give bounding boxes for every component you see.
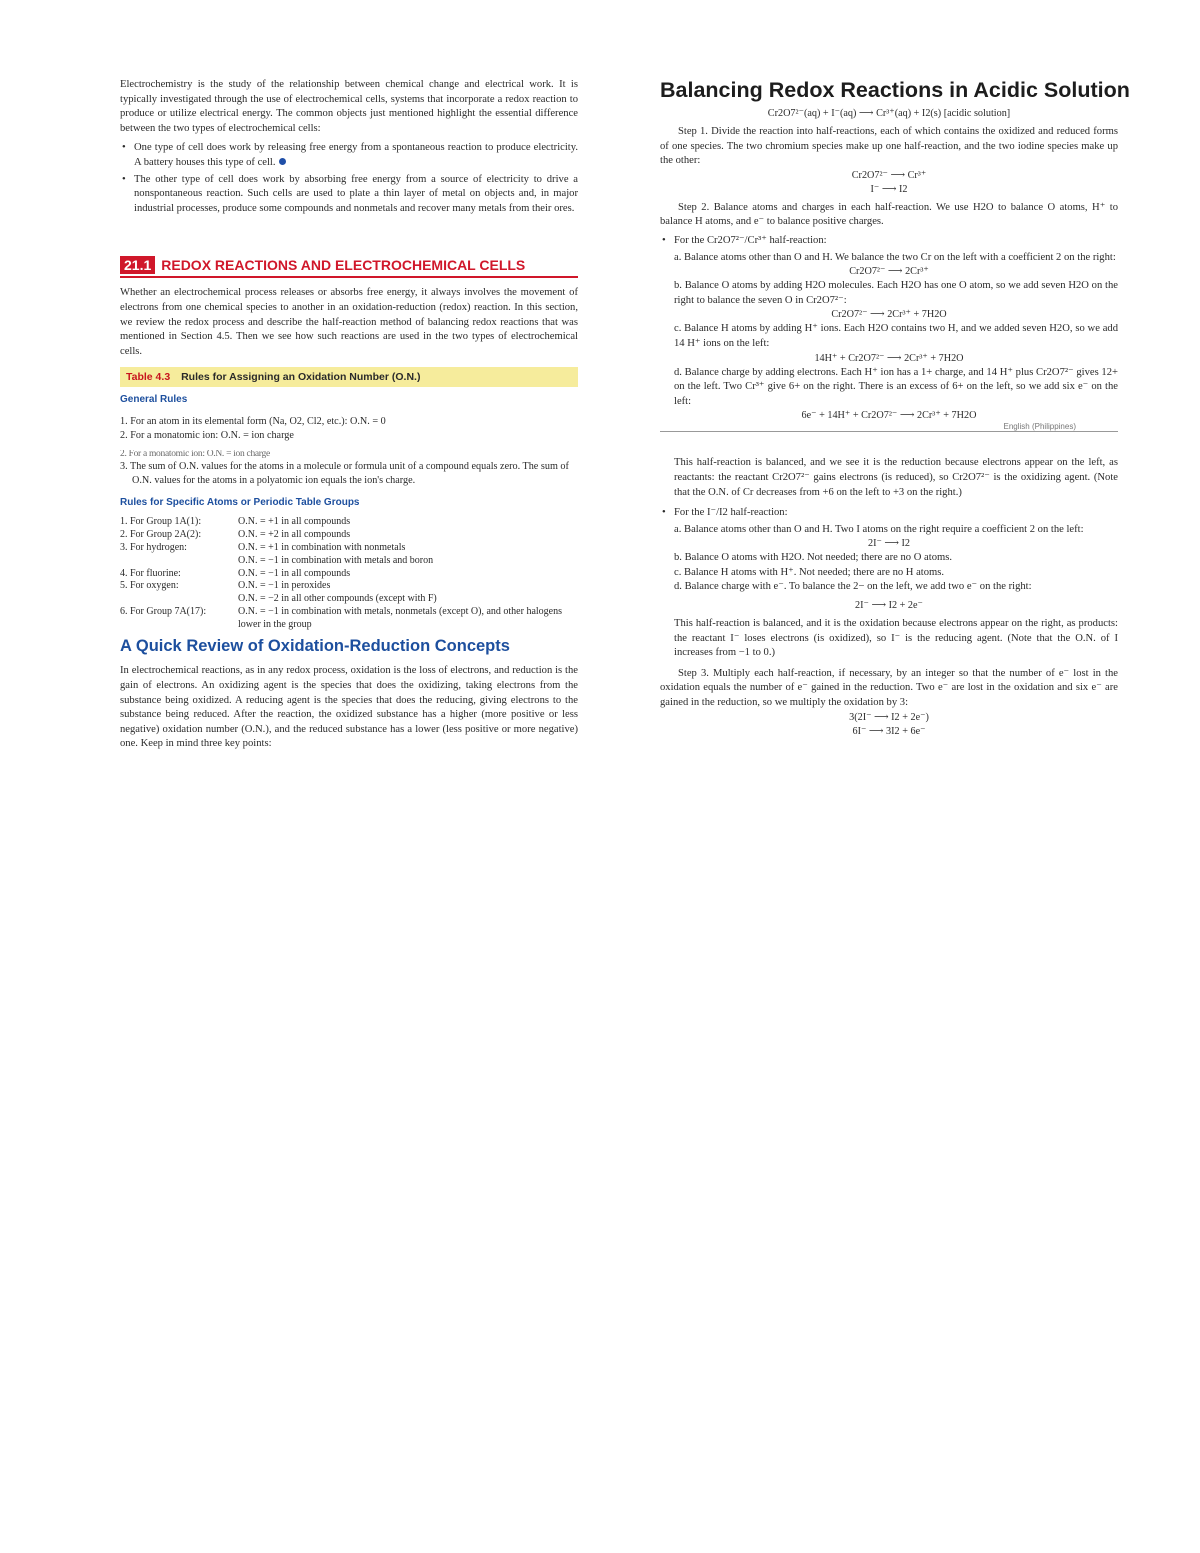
general-rule: 3. The sum of O.N. values for the atoms in a molecule or formula unit of a compound equals zero. The sum of O.N. values for the atoms in a polyatomic ion equals the ion's charge. [120,461,569,486]
step-a-text: a. Balance atoms other than O and H. We balance the two Cr on the left with a coefficient 2 on the right: [674,251,1116,263]
step-2-text: Step 2. Balance atoms and charges in each half-reaction. We use H2O to balance O atoms, H⁺ to balance H atoms, and e⁻ to balance positive charges. [660,201,1118,228]
language-label: English (Philippines) [1003,422,1076,432]
rule-value: O.N. = −1 in combination with metals, nonmetals (except O), and other halogens lower in the group [238,605,562,630]
page-divider [660,422,1118,438]
section-title: REDOX REACTIONS AND ELECTROCHEMICAL CELLS [161,257,526,274]
equation: I⁻ ⟶ I2 [870,183,908,195]
rule-label: 3. For hydrogen: [120,541,187,553]
i-half-reaction-list [660,506,1118,521]
bullet-text: One type of cell does work by releasing free energy from a spontaneous reaction to produce electricity. A battery houses this type of cell. [134,142,578,168]
rule-value: O.N. = −2 in all other compounds (except with F) [238,593,437,605]
step-ib-text: b. Balance O atoms with H2O. Not needed; there are no O atoms. [674,552,953,564]
rule-label: 5. For oxygen: [120,580,179,592]
table-number: Table 4.3 [126,371,171,384]
equation: 6I⁻ ⟶ 3I2 + 6e⁻ [852,725,926,737]
cell-types-list [120,141,578,216]
rule-label: 1. For Group 1A(1): [120,516,202,528]
equation: 2I⁻ ⟶ I2 + 2e⁻ [855,600,923,612]
section-heading [120,256,578,278]
table-title: Rules for Assigning an Oxidation Number (O.N.) [181,371,421,384]
equation: Cr2O7²⁻ ⟶ 2Cr³⁺ + 7H2O [831,309,947,321]
general-rules-heading: General Rules [120,394,188,406]
rule-label [120,555,238,568]
step-c-text: c. Balance H atoms by adding H⁺ ions. Each H2O contains two H, and we added seven H2O, so we add 14 H⁺ ions on the left: [674,323,1118,349]
table-caption [120,367,578,387]
cr-half-reaction-list [660,234,1118,249]
rule-label [120,593,238,606]
equation: 3(2I⁻ ⟶ I2 + 2e⁻) [849,711,929,723]
list-item: • For the Cr2O7²⁻/Cr³⁺ half-reaction: [660,234,1118,249]
intro-paragraph: Electrochemistry is the study of the relationship between chemical change and electrical work. It is typically investigated through the use of electrochemical cells, systems that incorporate a redox reaction to produce or utilize electrical energy. The common objects just mentioned highlight the essential difference between the two types of electrochemical cells: [120,79,578,134]
step-ic-text: c. Balance H atoms with H⁺. Not needed; there are no H atoms. [674,566,945,578]
review-paragraph: In electrochemical reactions, as in any redox process, oxidation is the loss of electrons, and reduction is the gain of electrons. An oxidizing agent is the species that does the oxidizing, taking electrons from the substance being oxidized. A reducing agent is the species that does the reducing, giving electrons to the substance being reduced. After the reaction, the oxidized substance has a higher (more positive or less negative) oxidation number (O.N.), and the reduced substance has a lower (less positive or more negative) one. Keep in mind three key points: [120,665,578,750]
list-item: • For the I⁻/I2 half-reaction: [660,506,1118,521]
rule-value: O.N. = −1 in peroxides [238,580,331,592]
general-rule: 1. For an atom in its elemental form (Na, O2, Cl2, etc.): O.N. = 0 [120,416,386,428]
equation: 2I⁻ ⟶ I2 [867,538,911,550]
rule-label: 4. For fluorine: [120,567,181,579]
page-title: Balancing Redox Reactions in Acidic Solution [660,78,1130,102]
garbled-duplicate-line: 2. For a monatomic ion: O.N. = ion charge [120,450,270,459]
step-ia-text: a. Balance atoms other than O and H. Two I atoms on the right require a coefficient 2 on the left: [674,523,1084,535]
section-number: 21.1 [120,256,155,274]
general-rule: 2. For a monatomic ion: O.N. = ion charge [120,429,294,441]
specific-rules-table [120,516,578,631]
main-equation: Cr2O7²⁻(aq) + I⁻(aq) ⟶ Cr³⁺(aq) + I2(s) [acidic solution] [767,108,1011,119]
step-b-text: b. Balance O atoms by adding H2O molecules. Each H2O has one O atom, so we add seven H2O on the right to balance the seven O in Cr2O7²⁻: [674,280,1118,306]
equation: Cr2O7²⁻ ⟶ Cr³⁺ [851,169,927,181]
equation: Cr2O7²⁻ ⟶ 2Cr³⁺ [849,266,929,278]
step-1-text: Step 1. Divide the reaction into half-reactions, each of which contains the oxidized and reduced forms of one species. The two chromium species make up one half-reaction, and the two iodine species make up the other: [660,126,1118,167]
rule-label: 2. For Group 2A(2): [120,529,202,541]
equation: 14H⁺ + Cr2O7²⁻ ⟶ 2Cr³⁺ + 7H2O [814,352,964,364]
specific-rules-heading: Rules for Specific Atoms or Periodic Table Groups [120,497,360,509]
rule-value: O.N. = +1 in combination with nonmetals [238,541,406,553]
list-item: • The other type of cell does work by absorbing free energy from a source of electricity to drive a nonspontaneous reaction. Such cells are used to plate a thin layer of metal on objects and, in major industrial processes, produce some compounds and nonmetals and recover many metals from their ores. [120,173,578,217]
section-paragraph: Whether an electrochemical process releases or absorbs free energy, it always involves the movement of electrons from one chemical species to another in an oxidation-reduction (redox) reaction. In this section, we review the redox process and describe the half-reaction method of balancing redox reactions that was mentioned in Section 4.5. Then we see how such reactions are used in the two types of electrochemical cells. [120,287,578,357]
step-id-text: d. Balance charge with e⁻. To balance the 2− on the left, we add two e⁻ on the right: [674,581,1032,593]
list-item [120,141,578,170]
balanced-text-2: This half-reaction is balanced, and it is the oxidation because electrons appear on the right, as products: the reactant I⁻ loses electrons (is oxidized), so I⁻ is the reducing agent. (Note that the O.N. of I increases from −1 to 0.) [674,618,1118,659]
rule-value: O.N. = −1 in all compounds [238,567,351,579]
end-marker-icon [279,158,286,165]
right-column [660,78,1130,739]
rule-label: 6. For Group 7A(17): [120,605,207,617]
rule-value: O.N. = +2 in all compounds [238,529,351,541]
balanced-text-1: This half-reaction is balanced, and we see it is the reduction because electrons appear on the left, as reactants: the reactant Cr2O7²⁻ gains electrons (is reduced), so Cr2O7²⁻ is the oxidizing agent. (Note that the O.N. of Cr decreases from +6 on the left to +3 on the right.) [674,457,1118,498]
rule-value: O.N. = −1 in combination with metals and boron [238,554,434,566]
rule-value: O.N. = +1 in all compounds [238,516,351,528]
left-column [120,78,578,752]
equation: 6e⁻ + 14H⁺ + Cr2O7²⁻ ⟶ 2Cr³⁺ + 7H2O [801,410,977,422]
step-d-text: d. Balance charge by adding electrons. Each H⁺ ion has a 1+ charge, and 14 H⁺ plus Cr2O7²⁻ gives 12+ on the left. Two Cr³⁺ give 6+ on the right. There is an excess of 6+ on the left, so we add six e⁻ on the left: [674,366,1118,407]
step-3-text: Step 3. Multiply each half-reaction, if necessary, by an integer so that the number of e⁻ lost in the oxidation equals the number of e⁻ gained in the reduction. Two e⁻ are lost in the oxidation and six e⁻ are gained in the reduction, so we multiply the oxidation by 3: [660,667,1118,709]
review-heading: A Quick Review of Oxidation-Reduction Concepts [120,637,510,656]
